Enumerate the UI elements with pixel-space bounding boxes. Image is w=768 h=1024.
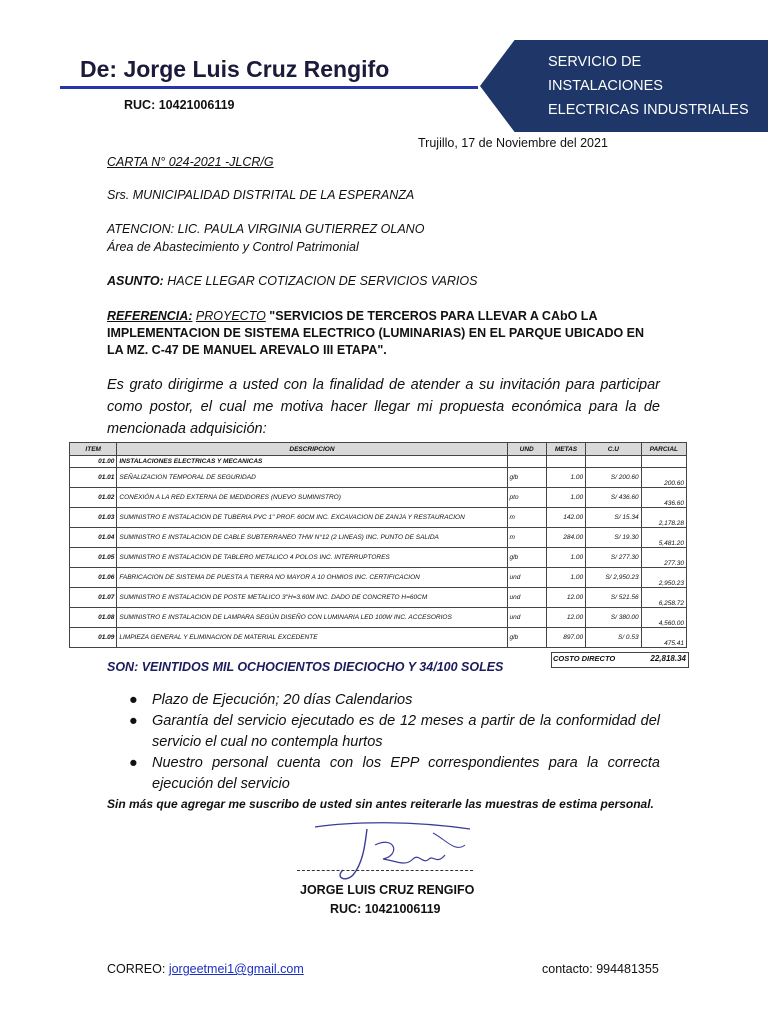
table-row (70, 528, 687, 548)
header-descripcion: DESCRIPCION (117, 443, 507, 456)
attention: ATENCION: LIC. PAULA VIRGINIA GUTIERREZ OLANO (107, 222, 425, 236)
row-metas: 12.00 (546, 588, 585, 608)
row-desc: SUMINISTRO E INSTALACION DE LAMPARA SEGÚN DISEÑO CON LUMINARIA LED 100W INC. ACCESORIOS (117, 608, 507, 628)
row-metas: 897.00 (546, 628, 585, 648)
row-metas: 1.00 (546, 488, 585, 508)
table-row (70, 508, 687, 528)
row-parcial: 6,258.72 (641, 588, 686, 608)
bullet-icon: ● (129, 755, 138, 771)
service-banner-text (548, 50, 749, 122)
row-metas: 284.00 (546, 528, 585, 548)
terms-list (107, 690, 660, 795)
row-desc: FABRICACION DE SISTEMA DE PUESTA A TIERRA NO MAYOR A 10 OHMIOS INC. CERTIFICACION (117, 568, 507, 588)
list-item (129, 753, 660, 795)
row-parcial: 4,560.00 (641, 608, 686, 628)
sender-name: De: Jorge Luis Cruz Rengifo (80, 56, 390, 82)
row-cu: S/ 380.00 (586, 608, 641, 628)
letter-number: CARTA N° 024-2021 -JLCR/G (107, 155, 274, 169)
row-desc: SUMINISTRO E INSTALACION DE POSTE METALICO 3"H=3.60M INC. DADO DE CONCRETO H=60CM (117, 588, 507, 608)
row-und: m (507, 528, 546, 548)
letter-date: Trujillo, 17 de Noviembre del 2021 (418, 136, 608, 150)
row-parcial: 200.60 (641, 468, 686, 488)
row-parcial: 436.60 (641, 488, 686, 508)
email-row (107, 962, 304, 976)
banner-line-1: SERVICIO DE (548, 54, 642, 70)
subject (107, 274, 477, 288)
banner-line-3: ELECTRICAS INDUSTRIALES (548, 102, 749, 118)
row-metas: 12.00 (546, 608, 585, 628)
closing-sentence: Sin más que agregar me suscribo de usted sin antes reiterarle las muestras de estima personal. (107, 797, 654, 811)
signature-name: JORGE LUIS CRUZ RENGIFO (300, 883, 475, 897)
bullet-icon: ● (129, 692, 138, 708)
row-metas: 1.00 (546, 548, 585, 568)
row-cu: S/ 19.30 (586, 528, 641, 548)
intro-paragraph: Es grato dirigirme a usted con la finalidad de atender a su invitación para participar como postor, el cual me motiva hacer llegar mi propuesta económica para la de mencionada adquisición: (107, 377, 660, 437)
row-desc: SUMINISTRO E INSTALACION DE TABLERO METALICO 4 POLOS INC. INTERRUPTORES (117, 548, 507, 568)
list-item (129, 711, 660, 753)
row-cu: S/ 0.53 (586, 628, 641, 648)
row-desc: LIMPIEZA GENERAL Y ELIMINACION DE MATERIAL EXCEDENTE (117, 628, 507, 648)
table-row (70, 588, 687, 608)
reference-project: PROYECTO (195, 309, 266, 323)
reference-label: REFERENCIA: (107, 309, 193, 323)
table-row (70, 488, 687, 508)
row-desc: SUMINISTRO E INSTALACION DE TUBERIA PVC 1" PROF. 60CM INC. EXCAVACION DE ZANJA Y RESTAURACION (117, 508, 507, 528)
row-item: 01.09 (70, 628, 117, 648)
row-item: 01.07 (70, 588, 117, 608)
email-link[interactable]: jorgeetmei1@gmail.com (168, 962, 304, 976)
row-cu: S/ 521.56 (586, 588, 641, 608)
table-header-row (70, 443, 687, 456)
row-parcial: 475.41 (641, 628, 686, 648)
row-und: m (507, 508, 546, 528)
row-metas: 1.00 (546, 568, 585, 588)
row-desc: CONEXIÓN A LA RED EXTERNA DE MEDIDORES (NUEVO SUMINISTRO) (117, 488, 507, 508)
row-metas: 142.00 (546, 508, 585, 528)
signature-line (297, 870, 473, 871)
bullet-icon: ● (129, 713, 138, 729)
reference-text: "SERVICIOS DE TERCEROS PARA LLEVAR A CAbO LA IMPLEMENTACION DE SISTEMA ELECTRICO (LUMINARIAS) EN EL PARQUE UBICADO EN LA MZ. C-47 DE MANUEL AREVALO III ETAPA". (107, 309, 645, 357)
header-divider (60, 86, 478, 89)
row-und: pto (507, 488, 546, 508)
term-text: Nuestro personal cuenta con los EPP correspondientes para la correcta ejecución del servicio (152, 755, 660, 792)
area: Área de Abastecimiento y Control Patrimonial (107, 240, 359, 254)
quotation-table (69, 442, 687, 648)
row-item: 01.02 (70, 488, 117, 508)
contact-phone: contacto: 994481355 (542, 962, 659, 976)
row-item: 01.03 (70, 508, 117, 528)
table-row (70, 548, 687, 568)
row-desc: SUMINISTRO E INSTALACION DE CABLE SUBTERRANEO THW N°12 (2 LINEAS) INC. PUNTO DE SALIDA (117, 528, 507, 548)
section-item: 01.00 (70, 456, 117, 468)
recipient: Srs. MUNICIPALIDAD DISTRITAL DE LA ESPERANZA (107, 188, 415, 202)
row-item: 01.04 (70, 528, 117, 548)
row-item: 01.01 (70, 468, 117, 488)
subject-text: HACE LLEGAR COTIZACION DE SERVICIOS VARIOS (163, 274, 478, 288)
term-text: Plazo de Ejecución; 20 días Calendarios (152, 692, 413, 708)
costo-directo-value: 22,818.34 (650, 654, 686, 663)
term-text: Garantía del servicio ejecutado es de 12 meses a partir de la conformidad del servicio el cual no contempla hurtos (152, 713, 660, 750)
row-und: und (507, 608, 546, 628)
section-desc: INSTALACIONES ELECTRICAS Y MECANICAS (117, 456, 507, 468)
table-section-row (70, 456, 687, 468)
sender-ruc: RUC: 10421006119 (124, 98, 235, 112)
row-cu: S/ 200.60 (586, 468, 641, 488)
header-cu: C.U (586, 443, 641, 456)
row-und: glb (507, 468, 546, 488)
row-parcial: 2,950.23 (641, 568, 686, 588)
row-item: 01.06 (70, 568, 117, 588)
row-parcial: 277.30 (641, 548, 686, 568)
table-row (70, 628, 687, 648)
header-parcial: PARCIAL (641, 443, 686, 456)
row-parcial: 2,178.28 (641, 508, 686, 528)
row-cu: S/ 436.60 (586, 488, 641, 508)
subject-label: ASUNTO: (107, 274, 164, 288)
row-und: glb (507, 548, 546, 568)
reference (107, 308, 661, 359)
row-metas: 1.00 (546, 468, 585, 488)
row-und: und (507, 588, 546, 608)
costo-directo-label: COSTO DIRECTO (553, 654, 616, 663)
header-und: UND (507, 443, 546, 456)
amount-in-words: SON: VEINTIDOS MIL OCHOCIENTOS DIECIOCHO Y 34/100 SOLES (107, 660, 504, 674)
row-cu: S/ 2,950.23 (586, 568, 641, 588)
row-desc: SEÑALIZACION TEMPORAL DE SEGURIDAD (117, 468, 507, 488)
header-metas: METAS (546, 443, 585, 456)
list-item (129, 690, 660, 711)
banner-line-2: INSTALACIONES (548, 78, 663, 94)
table-row (70, 608, 687, 628)
table-row (70, 468, 687, 488)
row-und: glb (507, 628, 546, 648)
header-item: ITEM (70, 443, 117, 456)
row-cu: S/ 15.34 (586, 508, 641, 528)
row-item: 01.08 (70, 608, 117, 628)
row-und: und (507, 568, 546, 588)
row-item: 01.05 (70, 548, 117, 568)
email-label: CORREO: (107, 962, 169, 976)
row-cu: S/ 277.30 (586, 548, 641, 568)
signature-ruc: RUC: 10421006119 (330, 902, 441, 916)
row-parcial: 5,481.20 (641, 528, 686, 548)
table-row (70, 568, 687, 588)
